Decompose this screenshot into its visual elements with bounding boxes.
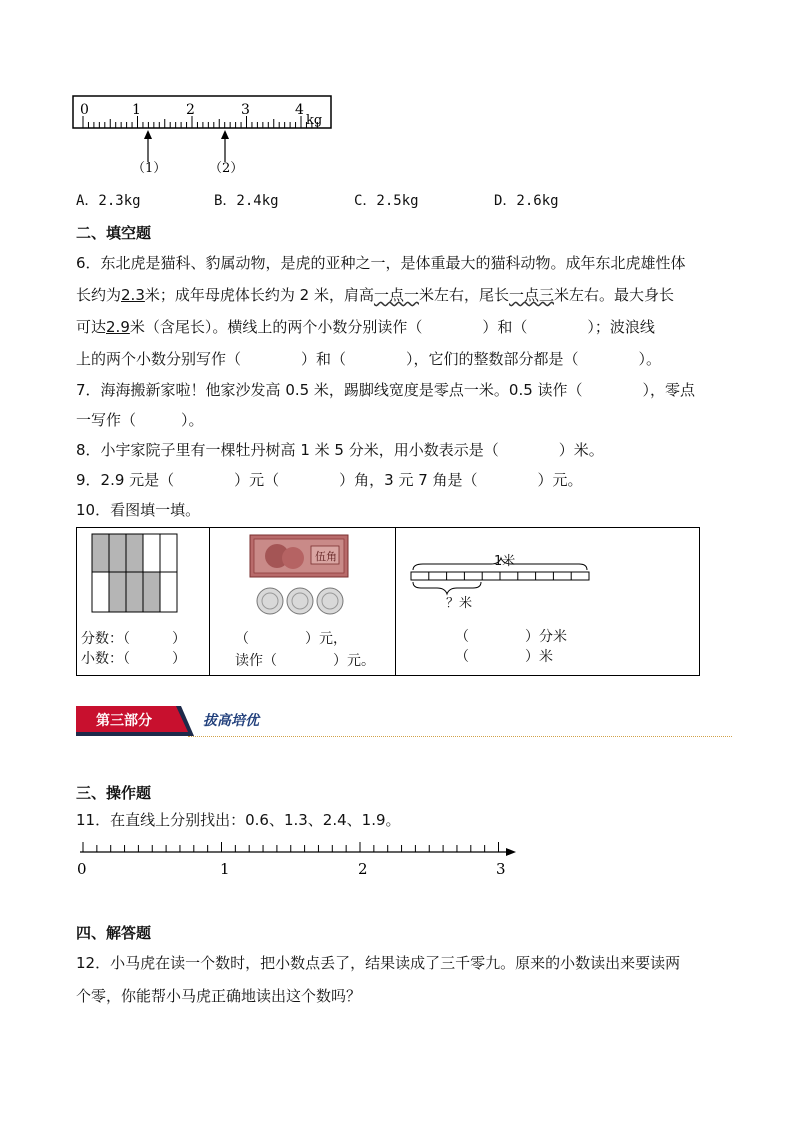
q6-line-1: 6．东北虎是猫科、豹属动物，是虎的亚种之一，是体重最大的猫科动物。成年东北虎雄性体 bbox=[76, 254, 686, 272]
arrow-1-label: （1） bbox=[132, 161, 167, 176]
nl-label-1: 1 bbox=[220, 860, 230, 878]
q6-text: 米左右，尾长 bbox=[418, 286, 509, 304]
q6-wavy-1-1: 一点一 bbox=[373, 286, 419, 304]
q6-text: 米左右。最大身长 bbox=[554, 286, 675, 304]
scale-label-1: 1 bbox=[132, 102, 141, 118]
section-3-dotted-rule bbox=[188, 736, 732, 737]
q6-text: 可达 bbox=[76, 318, 107, 336]
section-3-subtitle: 拔高培优 bbox=[203, 713, 259, 729]
q6-line-2 bbox=[76, 285, 674, 305]
one-meter-label: 1米 bbox=[494, 554, 516, 569]
scale-label-3: 3 bbox=[241, 102, 250, 118]
fraction-blank: 分数：（ ） bbox=[81, 631, 186, 647]
q6-underlined-2-9: 2.9 bbox=[106, 318, 130, 336]
coin-2 bbox=[287, 588, 313, 614]
arrow-1-head bbox=[144, 130, 152, 139]
money-blank: （ ）元， bbox=[235, 631, 347, 647]
q9: 9．2.9 元是（ ）元（ ）角，3 元 7 角是（ ）元。 bbox=[76, 471, 583, 489]
nl-label-3: 3 bbox=[496, 860, 506, 878]
arrow-2-head bbox=[221, 130, 229, 139]
table-divider-2 bbox=[395, 528, 396, 675]
section-3-banner-label: 第三部分 bbox=[96, 713, 152, 729]
decimal-blank: 小数：（ ） bbox=[81, 651, 186, 667]
fraction-grid bbox=[91, 533, 181, 615]
coin-3 bbox=[317, 588, 343, 614]
q6-wavy-1-3: 一点三 bbox=[509, 286, 555, 304]
q8: 8．小宇家院子里有一棵牡丹树高 1 米 5 分米，用小数表示是（ ）米。 bbox=[76, 441, 604, 459]
coins-image bbox=[255, 585, 345, 617]
q12-line-2: 个零，你能帮小马虎正确地读出这个数吗？ bbox=[76, 987, 362, 1005]
q7-line-1: 7．海海搬新家啦！他家沙发高 0.5 米，踢脚线宽度是零点一米。0.5 读作（ ），零点 bbox=[76, 381, 696, 399]
number-line-arrow bbox=[506, 848, 516, 856]
kg-scale bbox=[70, 92, 340, 182]
q6-text: 米（含尾长）。横线上的两个小数分别读作（ ）和（ ）；波浪线 bbox=[129, 318, 655, 336]
scale-label-2: 2 bbox=[186, 102, 195, 118]
banknote-text: 伍角 bbox=[315, 550, 337, 563]
coin-1 bbox=[257, 588, 283, 614]
arrow-2-label: （2） bbox=[209, 161, 244, 176]
q6-text: 米；成年母虎体长约为 2 米，肩高 bbox=[144, 286, 374, 304]
nl-label-2: 2 bbox=[358, 860, 368, 878]
banknote-image bbox=[249, 534, 349, 578]
money-read-blank: 读作（ ）元。 bbox=[235, 653, 375, 669]
q5-option-c[interactable]: C．2.5kg bbox=[354, 193, 419, 209]
section-4-title: 四、解答题 bbox=[76, 924, 152, 942]
number-line bbox=[70, 840, 520, 884]
q10-table bbox=[76, 527, 700, 676]
q6-line-3 bbox=[76, 317, 655, 337]
scale-label-4: 4 bbox=[295, 102, 304, 118]
q5-option-a[interactable]: A．2.3kg bbox=[76, 193, 141, 209]
table-divider-1 bbox=[209, 528, 210, 675]
q6-line-4: 上的两个小数分别写作（ ）和（ ），它们的整数部分都是（ ）。 bbox=[76, 350, 662, 368]
q6-text: 长约为 bbox=[76, 286, 122, 304]
section-ops-title: 三、操作题 bbox=[76, 784, 152, 802]
q12-line-1: 12．小马虎在读一个数时，把小数点丢了，结果读成了三千零九。原来的小数读出来要读两 bbox=[76, 954, 681, 972]
section-2-title: 二、填空题 bbox=[76, 224, 152, 242]
q6-underlined-2-3: 2.3 bbox=[121, 286, 145, 304]
q5-option-d[interactable]: D．2.6kg bbox=[494, 193, 559, 209]
q7-line-2: 一写作（ ）。 bbox=[76, 411, 204, 429]
q5-option-b[interactable]: B．2.4kg bbox=[214, 193, 279, 209]
scale-unit: kg bbox=[306, 113, 323, 128]
meter-blank: （ ）米 bbox=[455, 649, 553, 665]
nl-label-0: 0 bbox=[77, 860, 87, 878]
q10: 10．看图填一填。 bbox=[76, 501, 201, 519]
question-meter-label: ？米 bbox=[446, 596, 473, 611]
decimeter-blank: （ ）分米 bbox=[455, 629, 567, 645]
scale-label-0: 0 bbox=[80, 102, 89, 118]
q11: 11．在直线上分别找出：0.6、1.3、2.4、1.9。 bbox=[76, 811, 401, 829]
